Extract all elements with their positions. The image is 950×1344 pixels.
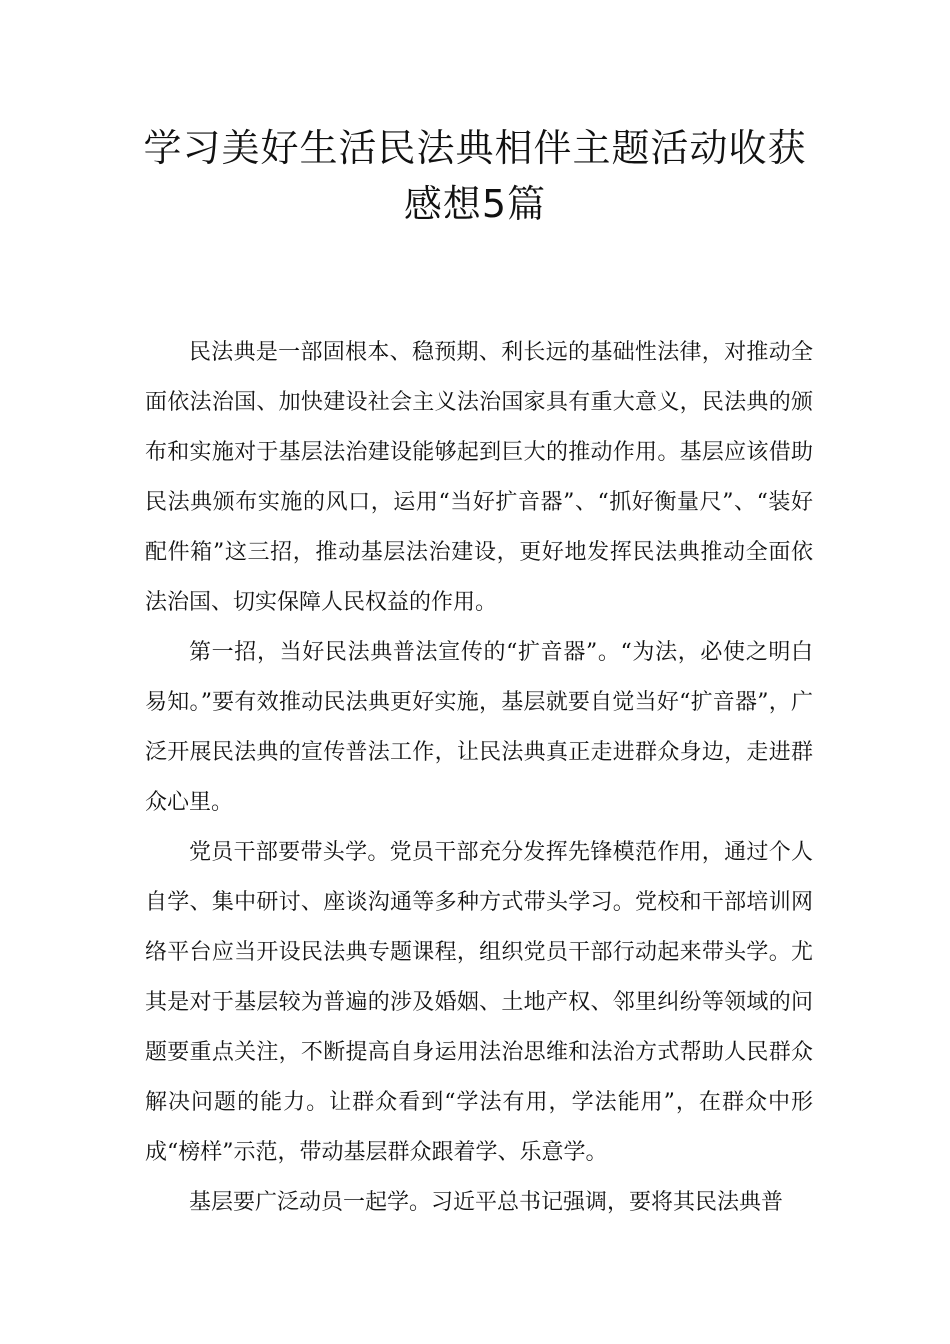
title-line-1: 学习美好生活民法典相伴主题活动收获: [143, 126, 807, 170]
paragraph-2: 第一招，当好民法典普法宣传的“扩音器”。“为法，必使之明白易知。”要有效推动民法典更好实施，基层就要自觉当好“扩音器”，广泛开展民法典的宣传普法工作，让民法典真正走进群众身边，走进群众心里。: [145, 640, 813, 815]
document-title: [100, 120, 850, 232]
paragraph-4: 基层要广泛动员一起学。习近平总书记强调，要将其民法典普: [189, 1190, 784, 1215]
paragraph-3: 党员干部要带头学。党员干部充分发挥先锋模范作用，通过个人自学、集中研讨、座谈沟通等多种方式带头学习。党校和干部培训网络平台应当开设民法典专题课程，组织党员干部行动起来带头学。尤其是对于基层较为普遍的涉及婚姻、土地产权、邻里纠纷等领域的问题要重点关注，不断提高自身运用法治思维和法治方式帮助人民群众解决问题的能力。让群众看到“学法有用，学法能用”，在群众中形成“榜样”示范，带动基层群众跟着学、乐意学。: [145, 840, 813, 1165]
document-body: [145, 328, 813, 1228]
paragraph-1: 民法典是一部固根本、稳预期、利长远的基础性法律，对推动全面依法治国、加快建设社会主义法治国家具有重大意义，民法典的颁布和实施对于基层法治建设能够起到巨大的推动作用。基层应该借助民法典颁布实施的风口，运用“当好扩音器”、“抓好衡量尺”、“装好配件箱”这三招，推动基层法治建设，更好地发挥民法典推动全面依法治国、切实保障人民权益的作用。: [145, 340, 813, 615]
title-line-2: 感想5篇: [403, 182, 547, 226]
